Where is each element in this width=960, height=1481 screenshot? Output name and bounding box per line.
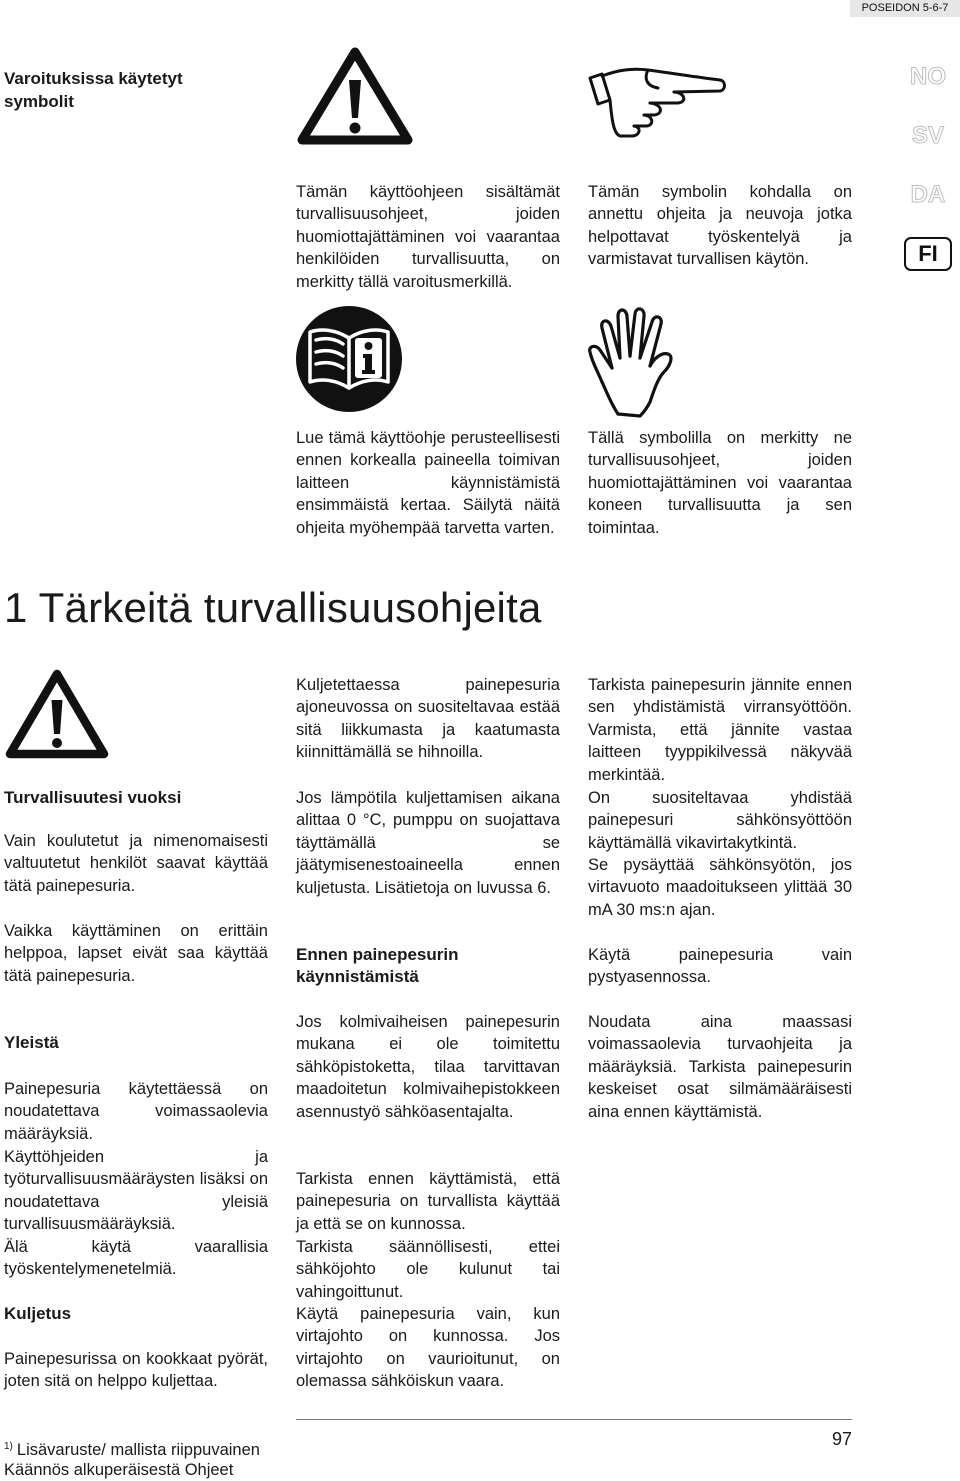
stop-hand-icon — [588, 306, 674, 418]
col3-paragraph-4: Käytä painepesuria vain pystyasennossa. — [588, 946, 852, 987]
pointing-hand-icon — [588, 64, 728, 140]
col3-paragraph-3: Se pysäyttää sähkönsyötön, jos virtavuoto maadoitukseen ylittää 30 mA 30 ms:n ajan. — [588, 856, 852, 919]
language-tab-no[interactable]: NO — [910, 63, 946, 90]
col2-paragraph-2: Jos lämpötila kuljettamisen aikana alittaa 0 °C, pumppu on suojattava täyttämällä se jäätymisenestoaineella ennen kuljetusta. Lisätietoja on luvussa 6. — [296, 789, 560, 897]
section-title: 1 Tärkeitä turvallisuusohjeita — [4, 584, 542, 631]
language-tab-sv[interactable]: SV — [911, 122, 944, 149]
translation-note: Käännös alkuperäisestä Ohjeet — [4, 1461, 234, 1479]
transport-heading: Kuljetus — [4, 1304, 72, 1323]
transport-paragraph-1: Painepesurissa on kookkaat pyörät, joten sitä on helppo kuljettaa. — [4, 1350, 268, 1391]
page-number: 97 — [831, 1429, 852, 1449]
footnote-marker: 1) — [4, 1441, 13, 1452]
safety-heading: Turvallisuutesi vuoksi — [4, 788, 182, 807]
footnote — [4, 1436, 324, 1461]
col3-paragraph-5: Noudata aina maassasi voimassaolevia turvaohjeita ja määräyksiä. Tarkista painepesurin keskeiset osat silmämääräisesti aina ennen käyttämistä. — [588, 1013, 852, 1121]
general-paragraph-1: Painepesuria käytettäessä on noudatettava voimassaolevia määräyksiä. — [4, 1080, 268, 1143]
document-header-label: POSEIDON 5-6-7 — [850, 0, 960, 17]
col3-paragraph-1: Tarkista painepesurin jännite ennen sen yhdistämistä virransyöttöön. Varmista, että jännite vastaa laitteen tyyppikilvessä näkyvää merkintää. — [588, 676, 852, 784]
footnote-text: Lisävaruste/ mallista riippuvainen — [16, 1441, 260, 1459]
read-manual-icon — [296, 306, 402, 412]
safety-paragraph-2: Vaikka käyttäminen on erittäin helppoa, lapset eivät saa käyttää tätä painepesuria. — [4, 922, 268, 985]
language-tab-da[interactable]: DA — [910, 181, 946, 208]
warning-symbol-description: Tämän käyttöohjeen sisältämät turvallisuusohjeet, joiden huomiottajättäminen voi vaarantaa henkilöiden turvallisuutta, on merkitty tällä varoitusmerkillä. — [296, 183, 560, 291]
col2-paragraph-3: Jos kolmivaiheisen painepesurin mukana ei ole toimitettu sähköpistoketta, tilaa tarvittavan maadoitetun kolmivaihepistokkeen asennustyö sähköasentajalta. — [296, 1013, 560, 1121]
stop-symbol-description: Tällä symbolilla on merkitty ne turvallisuusohjeet, joiden huomiottajättäminen voi vaarantaa koneen turvallisuutta ja sen toimintaa. — [588, 429, 852, 537]
safety-paragraph-1: Vain koulutetut ja nimenomaisesti valtuutetut henkilöt saavat käyttää tätä painepesuria. — [4, 832, 268, 895]
language-tab-fi[interactable]: FI — [904, 237, 952, 271]
manual-symbol-description: Lue tämä käyttöohje perusteellisesti ennen korkealla paineella toimivan laitteen käynnistämistä ensimmäistä kertaa. Säilytä näitä ohjeita myöhempää tarvetta varten. — [296, 429, 560, 537]
pointing-symbol-description: Tämän symbolin kohdalla on annettu ohjeita ja neuvoja jotka helpottavat työskentelyä ja varmistavat turvallisen käytön. — [588, 183, 852, 269]
footer-rule — [296, 1419, 852, 1420]
col2-paragraph-6: Käytä painepesuria vain, kun virtajohto on kunnossa. Jos virtajohto on vaurioitunut, on olemassa sähköiskun vaara. — [296, 1305, 560, 1391]
symbols-heading: Varoituksissa käytetyt symbolit — [4, 69, 183, 111]
general-heading: Yleistä — [4, 1033, 59, 1052]
warning-triangle-icon — [296, 46, 414, 146]
before-starting-heading: Ennen painepesurin käynnistämistä — [296, 945, 459, 986]
col2-paragraph-5: Tarkista säännöllisesti, ettei sähköjohto ole kulunut tai vahingoittunut. — [296, 1238, 560, 1301]
general-paragraph-3: Älä käytä vaarallisia työskentelymenetelmiä. — [4, 1238, 268, 1279]
col2-paragraph-4: Tarkista ennen käyttämistä, että painepesuria on turvallista käyttää ja että se on kunnossa. — [296, 1170, 560, 1233]
col3-paragraph-2: On suositeltavaa yhdistää painepesuri sähkönsyöttöön käyttämällä vikavirtakytkintä. — [588, 789, 852, 852]
general-paragraph-2: Käyttöhjeiden ja työturvallisuusmääräysten lisäksi on noudatettava yleisiä turvallisuusmääräyksiä. — [4, 1148, 268, 1234]
col2-paragraph-1: Kuljetettaessa painepesuria ajoneuvossa on suositeltavaa estää sitä liikkumasta ja kaatumasta kiinnittämällä se hihnoilla. — [296, 676, 560, 762]
warning-triangle-icon — [4, 668, 110, 760]
